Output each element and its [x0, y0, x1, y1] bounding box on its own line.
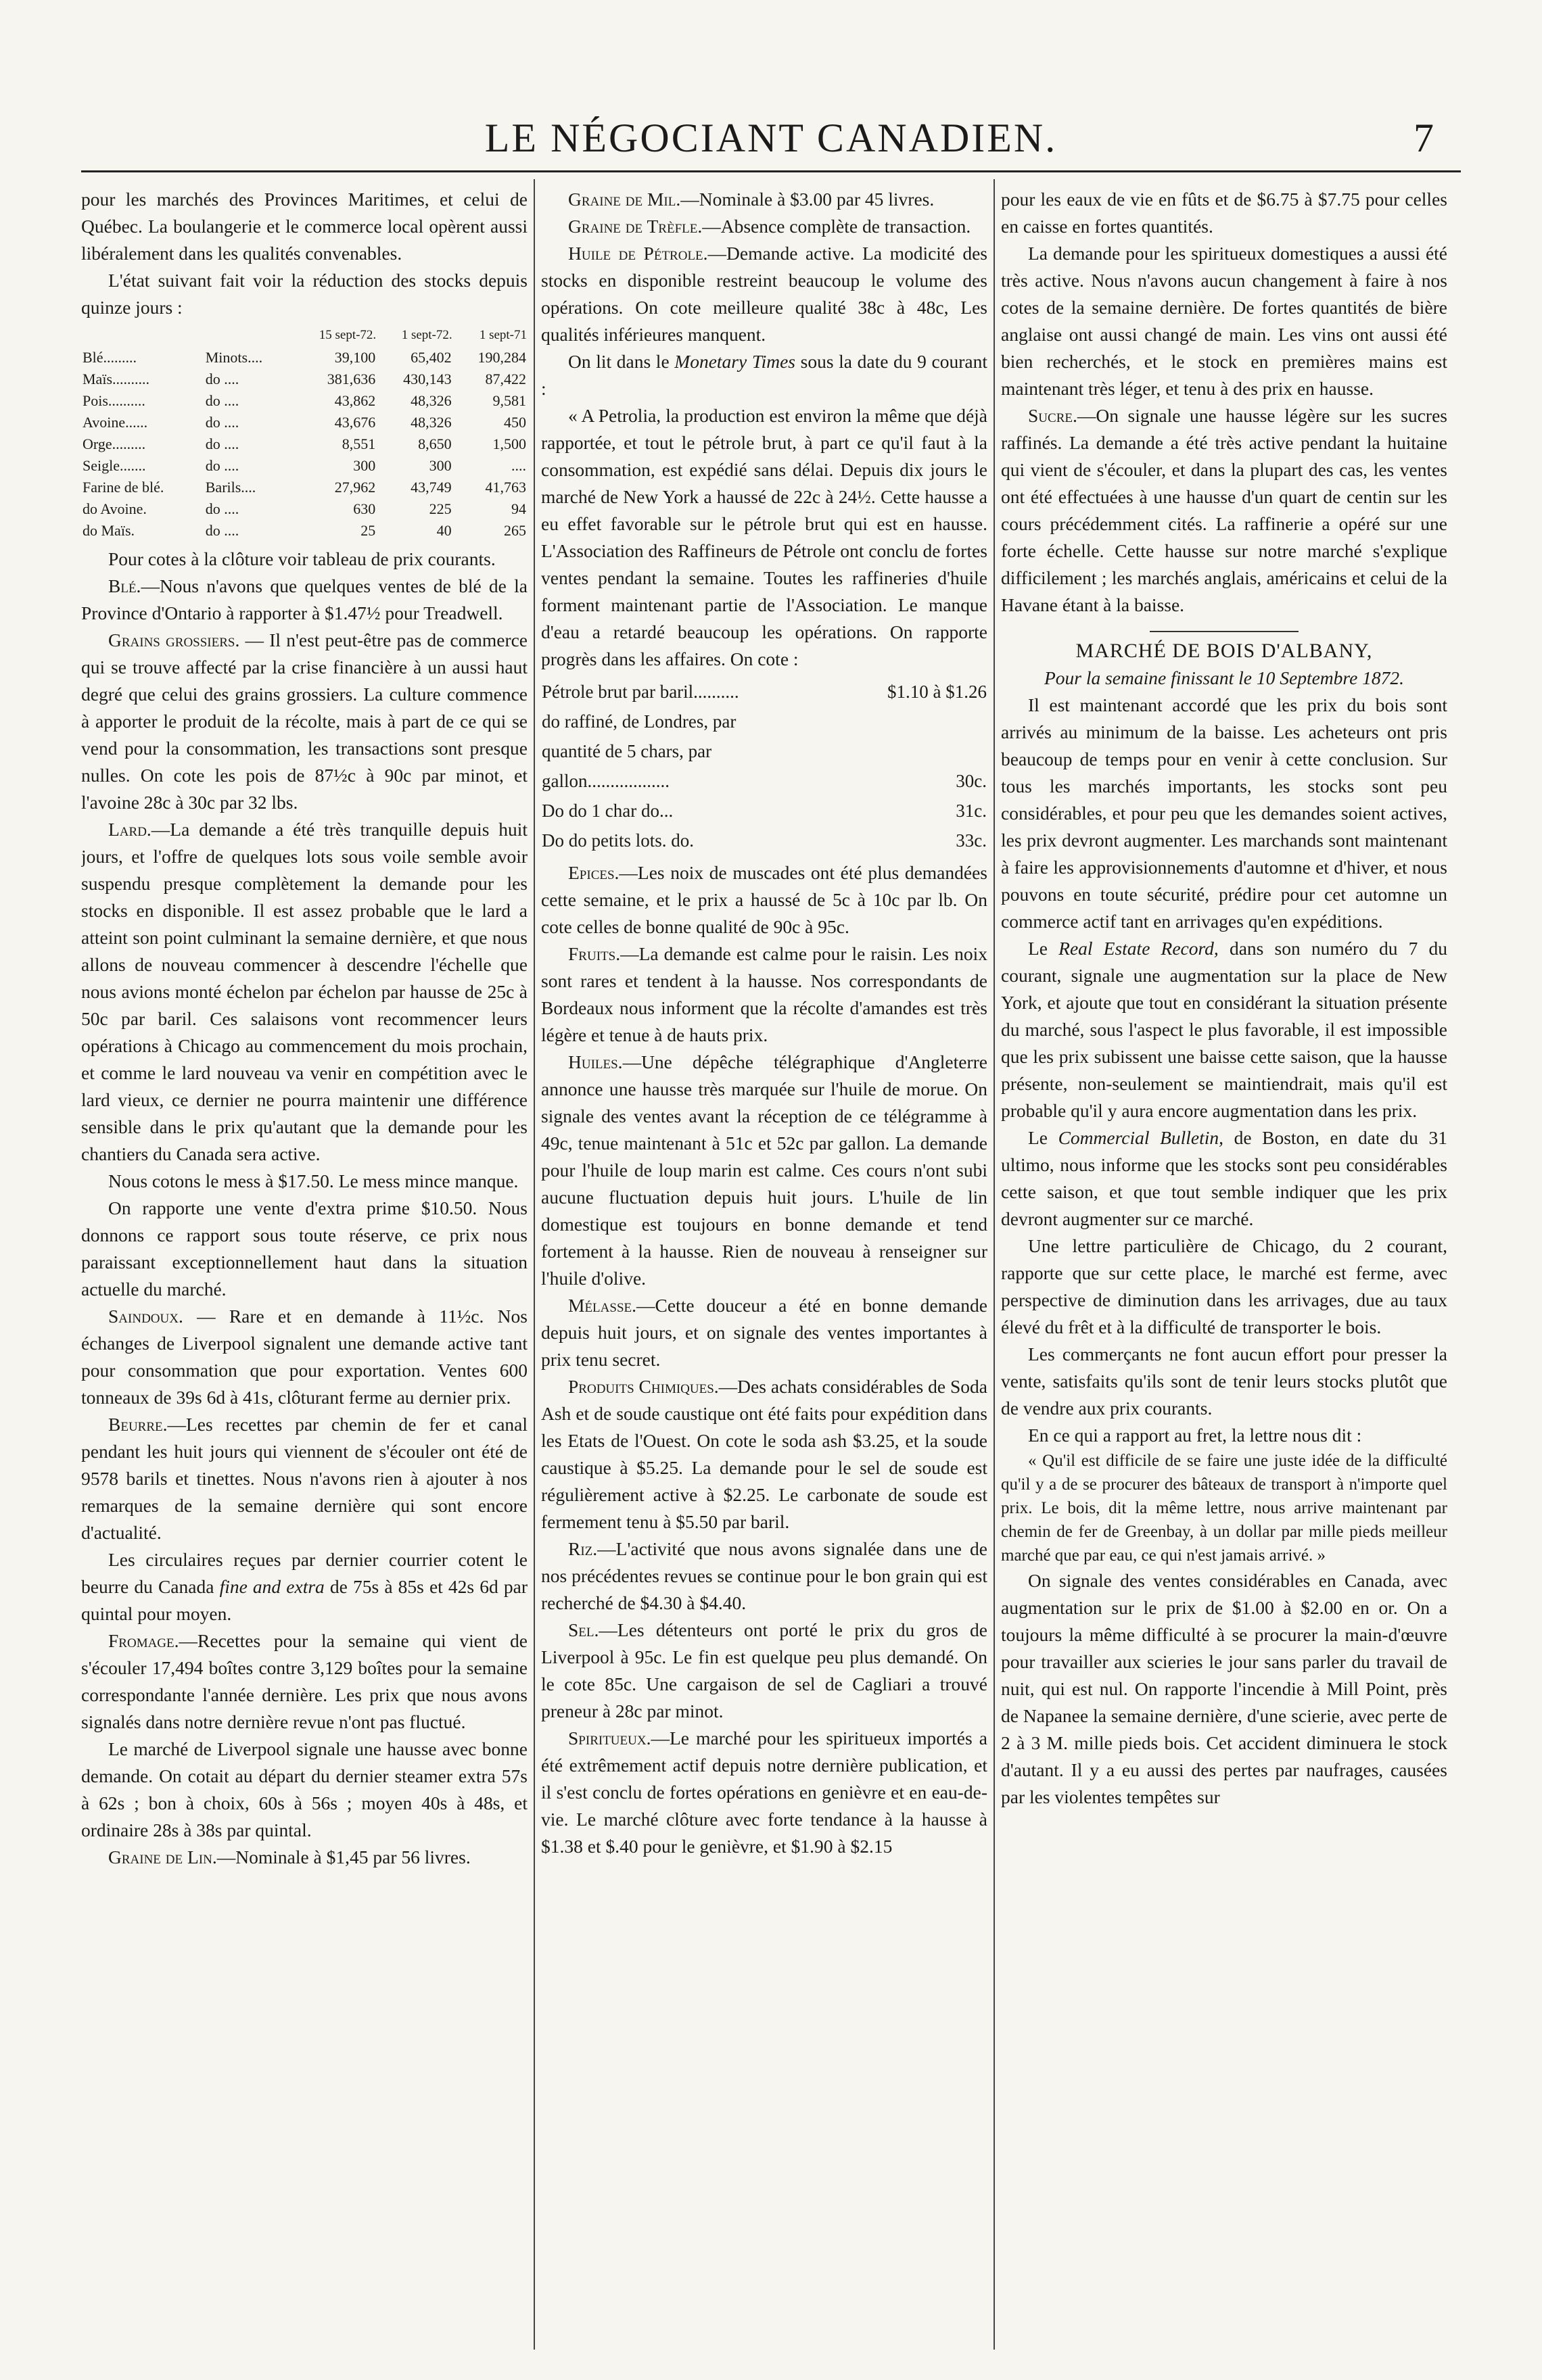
paragraph-fromage	[81, 1627, 528, 1736]
paragraph: On signale des ventes considérables en Canada, avec augmentation sur le prix de $1.00 à $2.00 en or. On a toujours la même difficulté à se procurer la main-d'œuvre pour travailler aux scieries le jour sans parler du travail de nuit, qui est nul. On rapporte l'incendie à Mill Point, près de Napanee la semaine dernière, d'une scierie, avec perte de 2 à 3 M. mille pieds bois. Cet accident diminuera le stock d'autant. Il y a eu aussi des pertes par naufrages, causées par les violentes tempêtes sur	[1001, 1570, 1447, 1807]
paragraph: pour les marchés des Provinces Maritimes, et celui de Québec. La boulangerie et le commerce local opèrent aussi libéralement dans les qualités convenables.	[81, 189, 528, 264]
paragraph-lin	[81, 1844, 528, 1871]
table-cell: 8,650	[418, 435, 452, 452]
table-row	[81, 520, 528, 542]
section-label: Blé.	[108, 575, 141, 596]
row-unit: do ....	[205, 392, 239, 409]
paragraph-huiles	[541, 1049, 987, 1292]
page-number: 7	[1414, 116, 1434, 160]
section-label: Graine de Lin.	[108, 1847, 217, 1867]
table-cell	[837, 736, 987, 766]
paragraph-text: —Absence complète de transaction.	[702, 216, 971, 237]
table-cell: 450	[504, 414, 526, 431]
table-row	[81, 412, 528, 433]
row-unit: do ....	[205, 500, 239, 517]
paragraph-spiritueux	[541, 1725, 987, 1860]
paragraph-monetary	[541, 348, 987, 402]
table-cell: 9,581	[492, 392, 526, 409]
paragraph-text: —Les recettes par chemin de fer et canal pendant les huit jours qui viennent de s'écouler ont été de 9578 barils et tinettes. Nous n'avons rien à ajouter à nos remarques de la semaine dernière qui sont encore d'actualité.	[81, 1414, 528, 1543]
table-cell: 94	[511, 500, 526, 517]
section-separator	[1150, 631, 1299, 632]
row-unit: Barils....	[205, 479, 256, 496]
paragraph-text: — Rare et en demande à 11½c. Nos échanges de Liverpool signalent une demande active tant pour consommation que pour exportation. Ventes 600 tonneaux de 39s 6d à 41s, clôturant ferme au dernier prix.	[81, 1306, 528, 1408]
paragraph-text: dans son numéro du 7 du courant, signale une augmentation sur la place de New York, et ajoute que tout en considérant la situation présente du marché, sous l'aspect le plus favorable, il est impossible que les prix subissent une baisse cette saison, que la hausse présente, non-seulement se maintiendrait, mais qu'il est probable qu'il y aura encore augmentation dans les prix.	[1001, 938, 1447, 1121]
table-cell: 43,676	[334, 414, 376, 431]
table-row	[541, 796, 987, 826]
masthead-rule	[81, 170, 1461, 172]
italic-text: Monetary Times	[674, 351, 795, 372]
section-label: Grains grossiers.	[108, 629, 240, 650]
section-label: Lard.	[108, 819, 151, 840]
paragraph-text: On lit dans le	[568, 351, 675, 372]
table-cell: 300	[429, 457, 452, 474]
table-cell: 43,862	[334, 392, 376, 409]
paragraph: Le marché de Liverpool signale une hausse avec bonne demande. On cotait au départ du dernier steamer extra 57s à 62s ; bon à choix, 60s à 56s ; moyen 40s à 48s, et ordinaire 28s à 38s par quintal.	[81, 1738, 528, 1840]
section-label: Produits Chimiques.	[568, 1376, 719, 1397]
paragraph-text: —Recettes pour la semaine qui vient de s'écouler 17,494 boîtes contre 3,129 boîtes pour la semaine correspondante l'année dernière. Les prix que nous avons signalés dans notre dernière revue n'ont pas fluctué.	[81, 1630, 528, 1732]
row-label: Blé.........	[83, 349, 137, 366]
section-label: Huile de Pétrole.	[568, 243, 708, 264]
column-divider	[534, 179, 535, 2350]
section-label: Graine de Mil.	[568, 189, 681, 210]
section-label: Saindoux.	[108, 1306, 183, 1327]
row-label: do Avoine.	[83, 500, 147, 517]
paragraph: L'état suivant fait voir la réduction des stocks depuis quinze jours :	[81, 270, 528, 318]
section-label: Sel.	[568, 1619, 599, 1640]
paragraph-saindoux	[81, 1303, 528, 1411]
paragraph-text: Les circulaires reçues par dernier courrier cotent le beurre du Canada	[81, 1549, 528, 1597]
table-row	[541, 826, 987, 855]
table-cell: 8,551	[342, 435, 376, 452]
paragraph-circulaires	[81, 1546, 528, 1627]
paragraph: pour les eaux de vie en fûts et de $6.75 à $7.75 pour celles en caisse en fortes quantités.	[1001, 189, 1447, 237]
table-cell: 48,326	[411, 414, 452, 431]
row-label: Farine de blé.	[83, 479, 164, 496]
section-label: Huiles.	[568, 1051, 623, 1072]
row-label: do Maïs.	[83, 522, 135, 539]
table-cell: 381,636	[327, 371, 376, 387]
section-label: Graine de Trèfle.	[568, 216, 703, 237]
section-label: Spiritueux.	[568, 1728, 651, 1748]
table-row	[81, 368, 528, 390]
paragraph-text: — Il n'est peut-être pas de commerce qui se trouve affecté par la crise financière à un aussi haut degré que celui des grains grossiers. La culture commence à apporter le produit de la récolte, mais à part de ce qui se vend pour la consommation, les transactions sont presque nulles. On cote les pois de 87½c à 90c par minot, et l'avoine 28c à 30c par 32 lbs.	[81, 629, 528, 813]
paragraph-text: —La demande est calme pour le raisin. Les noix sont rares et tendent à la hausse. Nos correspondants de Bordeaux nous informent que la récolte d'amandes est très légère et tenue à de hauts prix.	[541, 943, 987, 1045]
table-cell: 25	[360, 522, 376, 539]
paragraph-text: —Le marché pour les spiritueux importés a été extrêmement actif depuis notre dernière publication, et il s'est conclu de fortes opérations en genièvre et en eau-de-vie. Le marché clôture avec forte tendance à la hausse à $1.38 et $.40 pour le genièvre, et $1.90 à $2.15	[541, 1728, 987, 1857]
paragraph-grains	[81, 627, 528, 816]
row-label: Maïs..........	[83, 371, 149, 387]
paragraph-text: —Nominale à $1,45 par 56 livres.	[216, 1847, 471, 1867]
row-label: Orge.........	[83, 435, 146, 452]
paragraph-lard	[81, 816, 528, 1168]
paragraph: Une lettre particulière de Chicago, du 2 courant, rapporte que sur cette place, le marché est ferme, avec perspective de diminution dans les arrivages, due au taux élevé du frêt et à la difficulté de transporter le bois.	[1001, 1235, 1447, 1337]
table-cell: 300	[353, 457, 376, 474]
table-cell: 39,100	[334, 349, 376, 366]
section-label: Fromage.	[108, 1630, 179, 1651]
table-cell: 630	[353, 500, 376, 517]
table-cell: 31c.	[956, 801, 987, 821]
paragraph-text: —Nous n'avons que quelques ventes de blé de la Province d'Ontario à rapporter à $1.47½ pour Treadwell.	[81, 575, 528, 623]
paragraph-epices	[541, 859, 987, 941]
table-cell: 1,500	[492, 435, 526, 452]
column-header: 1 sept-72.	[401, 328, 452, 342]
table-cell: 27,962	[334, 479, 376, 496]
table-row	[541, 736, 987, 766]
table-cell: Do do petits lots. do.	[542, 830, 695, 851]
paragraph-text: Le	[1028, 1127, 1058, 1148]
table-cell: 48,326	[411, 392, 452, 409]
column-header: 1 sept-71	[479, 328, 527, 342]
table-cell: 190,284	[477, 349, 526, 366]
table-cell: 265	[504, 522, 526, 539]
table-cell: 33c.	[956, 830, 987, 851]
table-row	[81, 455, 528, 477]
paragraph-sucre	[1001, 402, 1447, 619]
row-unit: do ....	[205, 414, 239, 431]
table-cell: 225	[429, 500, 452, 517]
paragraph-ble	[81, 573, 528, 627]
row-label: Seigle.......	[83, 457, 146, 474]
paragraph-text: —Demande active. La modicité des stocks en disponible restreint beaucoup le volume des opérations. On cote meilleure qualité 38c à 48c, Les qualités inférieures manquent.	[541, 243, 987, 345]
row-unit: do ....	[205, 522, 239, 539]
row-label: Pois..........	[83, 392, 145, 409]
row-unit: do ....	[205, 371, 239, 387]
section-label: Fruits.	[568, 943, 621, 964]
table-row	[81, 433, 528, 455]
paragraph-text: —On signale une hausse légère sur les sucres raffinés. La demande a été très active pendant la huitaine qui vient de s'écouler, et dans la plupart des cas, les ventes ont été effectuées à une hausse d'un quart de centin sur les cours précédemment cités. La raffinerie a opéré sur une forte échelle. Cette hausse sur notre marché s'explique difficilement ; les marchés anglais, américains et celui de la Havane étant à la baisse.	[1001, 405, 1447, 615]
paragraph-real-estate	[1001, 935, 1447, 1124]
masthead	[81, 115, 1461, 169]
paragraph-text: —Les détenteurs ont porté le prix du gros de Liverpool à 95c. Le fin est quelque peu plus demandé. On le cote 85c. Une cargaison de sel de Cagliari a trouvé preneur à 28c par minot.	[541, 1619, 987, 1721]
paragraph-text: —L'activité que nous avons signalée dans une de nos précédentes revues se continue pour le bon grain qui est recherché de $4.30 à $4.40.	[541, 1538, 987, 1613]
table-cell: $1.10 à $1.26	[887, 682, 987, 702]
quote-petrolia: « A Petrolia, la production est environ la même que déjà rapportée, et tout le pétrole brut, à part ce qu'il faut à la consommation, est expédié sans délai. Depuis dix jours le marché de New York a haussé de 22c à 24½. Cette hausse a eu effet favorable sur le pétrole brut qui est en hausse. L'Association des Raffineurs de Pétrole ont conclu de fortes ventes pendant la semaine. Toutes les raffineries d'huile forment maintenant partie de l'Association. Le manque d'eau a retardé beaucoup les opérations. On rapporte progrès dans les affaires. On cote :	[541, 405, 987, 669]
section-label: Mélasse.	[568, 1295, 636, 1316]
paragraph-text: —Cette douceur a été en bonne demande depuis huit jours, et on signale des ventes importantes à prix tenu secret.	[541, 1295, 987, 1370]
italic-text: Real Estate Record,	[1058, 938, 1219, 959]
paragraph-text: de Boston, en date du 31 ultimo, nous informe que les stocks sont peu considérables cette saison, et que tout semble indiquer que les prix devront augmenter sur ce marché.	[1001, 1127, 1447, 1229]
table-cell: gallon..................	[542, 771, 670, 791]
table-cell: 43,749	[411, 479, 452, 496]
paragraph: Nous cotons le mess à $17.50. Le mess mince manque.	[108, 1170, 519, 1191]
table-cell: Do do 1 char do...	[542, 801, 674, 821]
row-unit: do ....	[205, 435, 239, 452]
paragraph: Il est maintenant accordé que les prix du bois sont arrivés au minimum de la baisse. Les acheteurs ont pris beaucoup de temps pour en venir à cette conclusion. Sur tous les marchés importants, les stocks sont peu considérables, et pour peu que les demandes soient actives, les prix devront augmenter. Les marchands sont maintenant à faire les approvisionnements d'automne et d'hiver, et nous pouvons en toute sécurité, prédire pour cet automne un commerce actif tant en arrivages qu'en expéditions.	[1001, 694, 1447, 932]
paragraph-text: Le	[1028, 938, 1059, 959]
row-unit: Minots....	[205, 349, 263, 366]
column-header: 15 sept-72.	[319, 328, 377, 342]
section-label: Epices.	[568, 862, 620, 883]
paragraph-riz	[541, 1536, 987, 1617]
section-heading: MARCHÉ DE BOIS D'ALBANY,	[1075, 640, 1373, 662]
table-cell	[837, 707, 987, 736]
table-cell: 40	[436, 522, 452, 539]
table-cell: 30c.	[956, 771, 987, 791]
paragraph-text: —Nominale à $3.00 par 45 livres.	[680, 189, 935, 210]
column-divider	[994, 179, 995, 2350]
quote-fret: « Qu'il est difficile de se faire une juste idée de la difficulté qu'il y a de se procurer des bâteaux de transport à n'importe quel prix. Le bois, dit la même lettre, nous arrive maintenant par chemin de fer de Greenbay, à un dollar par mille pieds meilleur marché que par eau, ce qui n'est jamais arrivé. »	[1001, 1452, 1447, 1565]
table-row	[81, 390, 528, 412]
table-cell: 87,422	[485, 371, 526, 387]
section-label: Beurre.	[108, 1414, 168, 1435]
table-cell: do raffiné, de Londres, par	[542, 711, 737, 732]
petroleum-price-table	[541, 677, 987, 855]
table-row	[541, 677, 987, 707]
column-1	[81, 186, 528, 2350]
paragraph-text: de 75s à 85s et 42s 6d par quintal pour moyen.	[81, 1576, 528, 1624]
section-label: Riz.	[568, 1538, 598, 1559]
italic-text: fine and extra	[219, 1576, 325, 1597]
paragraph-text: —Une dépêche télégraphique d'Angleterre annonce une hausse très marquée sur l'huile de morue. On signale des ventes avant la réception de ce télégramme à 49c, tenue maintenant à 51c et 52c par gallon. La demande pour l'huile de loup marin est calme. Ces cours n'ont subi aucune fluctuation depuis huit jours. L'huile de lin domestique est toujours en bonne demande et tend fortement à la hausse. Rien de nouveau à renseigner sur l'huile d'olive.	[541, 1051, 987, 1289]
row-unit: do ....	[205, 457, 239, 474]
paragraph-text: —Les noix de muscades ont été plus demandées cette semaine, et le prix a haussé de 5c à 10c par lb. On cote celles de bonne qualité de 90c à 95c.	[541, 862, 987, 937]
table-row	[81, 498, 528, 520]
column-2	[541, 186, 987, 2350]
column-3	[1001, 186, 1447, 2350]
paragraph-beurre	[81, 1411, 528, 1546]
table-header-row	[81, 324, 528, 347]
section-label: Sucre.	[1028, 405, 1077, 426]
paragraph-sel	[541, 1617, 987, 1725]
paragraph-petrole	[541, 240, 987, 348]
table-row	[81, 347, 528, 368]
table-cell: 65,402	[411, 349, 452, 366]
table-cell: Pétrole brut par baril..........	[542, 682, 739, 702]
section-subheading: Pour la semaine finissant le 10 Septembre 1872.	[1044, 667, 1405, 688]
paragraph-fruits	[541, 941, 987, 1049]
row-label: Avoine......	[83, 414, 148, 431]
paragraph-text: sous la date du 9 courant :	[541, 351, 987, 399]
table-row	[541, 707, 987, 736]
paragraph: Les commerçants ne font aucun effort pour presser la vente, satisfaits qu'ils sont de tenir leurs stocks plutôt que de vendre aux prix courants.	[1001, 1343, 1447, 1419]
paragraph-mil	[541, 186, 987, 213]
italic-text: Commercial Bulletin,	[1058, 1127, 1224, 1148]
paragraph-melasse	[541, 1292, 987, 1373]
table-row	[541, 766, 987, 796]
paragraph-chimiques	[541, 1373, 987, 1536]
paragraph-text: —Des achats considérables de Soda Ash et de soude caustique ont été faits pour expédition dans les Etats de l'Ouest. On cote le soda ash $3.25, et la soude caustique à $5.25. La demande pour le sel de soude est régulièrement active à $2.25. Le carbonate de soude est fermement tenu à $5.50 par baril.	[541, 1376, 987, 1532]
paragraph: En ce qui a rapport au fret, la lettre nous dit :	[1028, 1425, 1362, 1446]
table-cell: 41,763	[485, 479, 526, 496]
paragraph-text: —La demande a été très tranquille depuis huit jours, et l'offre de quelques lots sous voile semble avoir suspendu presque complètement la demande pour les stocks en disponible. Il est assez probable que le lard a atteint son point culminant la semaine dernière, et que nous allons de nouveau commencer à descendre l'échelle que nous avions monté échelon par échelon par hausse de 25c à 50c par baril. Ces salaisons vont recommencer leurs opérations à Chicago au commencement du mois prochain, et comme le lard nouveau va venir en compétition avec le lard vieux, ce dernier ne pourra maintenir une différence sensible dans le prix qu'autant que la demande pour les chantiers du Canada sera active.	[81, 819, 528, 1164]
paragraph-trefle	[541, 213, 987, 240]
paragraph: On rapporte une vente d'extra prime $10.50. Nous donnons ce rapport sous toute réserve, ce prix nous paraissant exceptionnellement haut dans la situation actuelle du marché.	[81, 1197, 528, 1300]
paragraph: Pour cotes à la clôture voir tableau de prix courants.	[108, 548, 496, 569]
paragraph: La demande pour les spiritueux domestiques a aussi été très active. Nous n'avons aucun changement à faire à nos cotes de la semaine dernière. De fortes quantités de bière anglaise ont aussi changé de main. Les vins ont aussi été bien recherchés, et le stock en premières mains est maintenant très léger, et tenu à des prix en hausse.	[1001, 243, 1447, 399]
stocks-table	[81, 324, 528, 542]
table-cell: 430,143	[403, 371, 452, 387]
paragraph-commercial-bulletin	[1001, 1124, 1447, 1233]
table-row	[81, 477, 528, 498]
table-cell: ....	[511, 457, 526, 474]
table-cell: quantité de 5 chars, par	[542, 741, 712, 761]
page-title: LE NÉGOCIANT CANADIEN.	[484, 116, 1058, 160]
